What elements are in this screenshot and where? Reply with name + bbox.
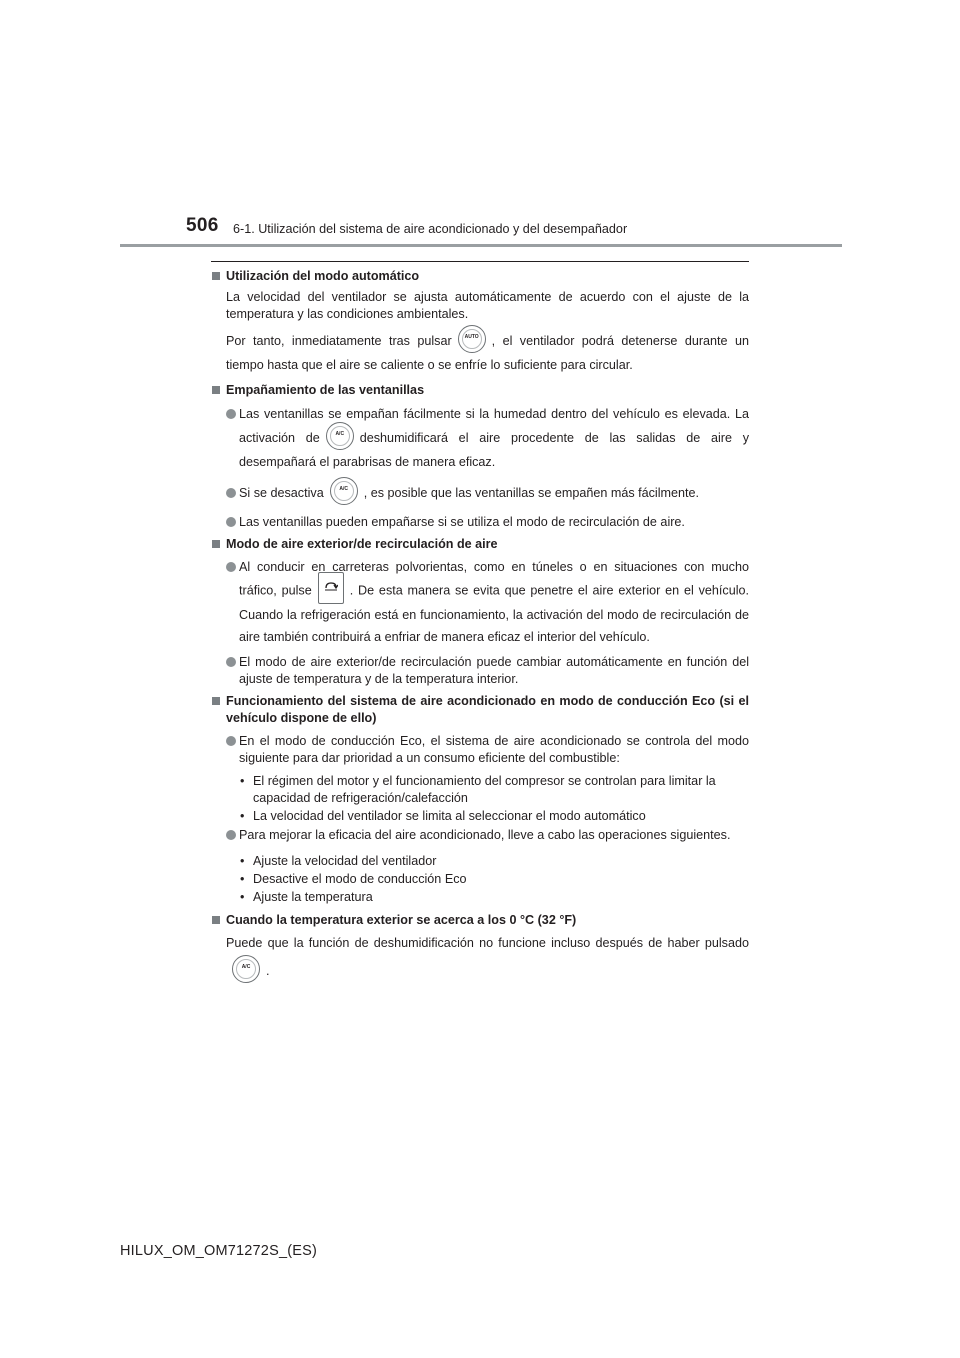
paragraph: Por tanto, inmediatamente tras pulsar AUTO , el ventilador podrá detenerse durante un tiempo hasta que el aire se caliente o se enfríe lo suficiente para circular.	[211, 329, 749, 377]
sub-list	[211, 773, 749, 825]
square-bullet-icon	[212, 916, 220, 924]
section-heading-cold: Cuando la temperatura exterior se acerca a los 0 °C (32 °F)	[211, 912, 749, 929]
page-content	[211, 268, 749, 985]
square-bullet-icon	[212, 697, 220, 705]
running-head: 6-1. Utilización del sistema de aire acondicionado y del desempañador	[233, 222, 628, 236]
section-heading-eco: Funcionamiento del sistema de aire acondicionado en modo de conducción Eco (si el vehículo dispone de ello)	[211, 693, 749, 727]
section-heading-fog: Empañamiento de las ventanillas	[211, 382, 749, 399]
round-bullet-icon	[226, 517, 236, 527]
round-bullet-icon	[226, 830, 236, 840]
auto-button-icon: AUTO	[458, 325, 486, 353]
sub-list-item: • Ajuste la temperatura	[240, 890, 373, 904]
list-item: Las ventanillas pueden empañarse si se utiliza el modo de recirculación de aire.	[211, 514, 749, 531]
sub-list-item: • Ajuste la velocidad del ventilador	[240, 854, 437, 868]
sub-list-item: • Desactive el modo de conducción Eco	[240, 872, 467, 886]
recirculation-button-icon	[318, 572, 344, 604]
list-item: En el modo de conducción Eco, el sistema de aire acondicionado se controla del modo siguiente para dar prioridad a un consumo eficiente del combustible:	[211, 733, 749, 767]
section-heading-auto: Utilización del modo automático	[211, 268, 749, 285]
square-bullet-icon	[212, 540, 220, 548]
sub-list-item: • La velocidad del ventilador se limita al seleccionar el modo automático	[240, 809, 646, 823]
list-item: Al conducir en carreteras polvorientas, como en túneles o en situaciones con mucho tráfico, pulse . De esta manera se evita que penetre el aire exterior en el vehículo. Cuando la refrigeración está en funcionamiento, la activación del modo de recirculación de aire también contribuirá a enfriar de manera eficaz el interior del vehículo.	[211, 556, 749, 648]
list-item: Para mejorar la eficacia del aire acondicionado, lleve a cabo las operaciones siguientes.	[211, 827, 749, 844]
document-code: HILUX_OM_OM71272S_(ES)	[120, 1243, 318, 1259]
list-item: Si se desactiva A/C , es posible que las ventanillas se empañen más fácilmente.	[211, 478, 749, 508]
sub-list	[211, 853, 749, 906]
section-rule	[211, 261, 749, 262]
paragraph: Puede que la función de deshumidificación no funcione incluso después de haber pulsado A/C .	[211, 929, 749, 985]
ac-button-icon: A/C	[232, 955, 260, 983]
round-bullet-icon	[226, 657, 236, 667]
header-rule	[120, 244, 842, 247]
round-bullet-icon	[226, 562, 236, 572]
round-bullet-icon	[226, 409, 236, 419]
list-item: El modo de aire exterior/de recirculación puede cambiar automáticamente en función del ajuste de temperatura y de la temperatura interior.	[211, 654, 749, 688]
ac-button-icon: A/C	[326, 422, 354, 450]
sub-list-item: • El régimen del motor y el funcionamiento del compresor se controlan para limitar la capacidad de refrigeración/calefacción	[240, 774, 716, 805]
paragraph: La velocidad del ventilador se ajusta automáticamente de acuerdo con el ajuste de la temperatura y las condiciones ambientales.	[226, 290, 749, 321]
ac-button-icon: A/C	[330, 477, 358, 505]
round-bullet-icon	[226, 736, 236, 746]
list-item: Las ventanillas se empañan fácilmente si la humedad dentro del vehículo es elevada. La activación de A/C deshumidificará el aire procedente de las salidas de aire y desempañará el parabrisas de manera eficaz.	[211, 402, 749, 474]
square-bullet-icon	[212, 272, 220, 280]
round-bullet-icon	[226, 488, 236, 498]
section-heading-recirculation: Modo de aire exterior/de recirculación de aire	[211, 536, 749, 553]
page-number: 506	[186, 215, 219, 236]
square-bullet-icon	[212, 386, 220, 394]
